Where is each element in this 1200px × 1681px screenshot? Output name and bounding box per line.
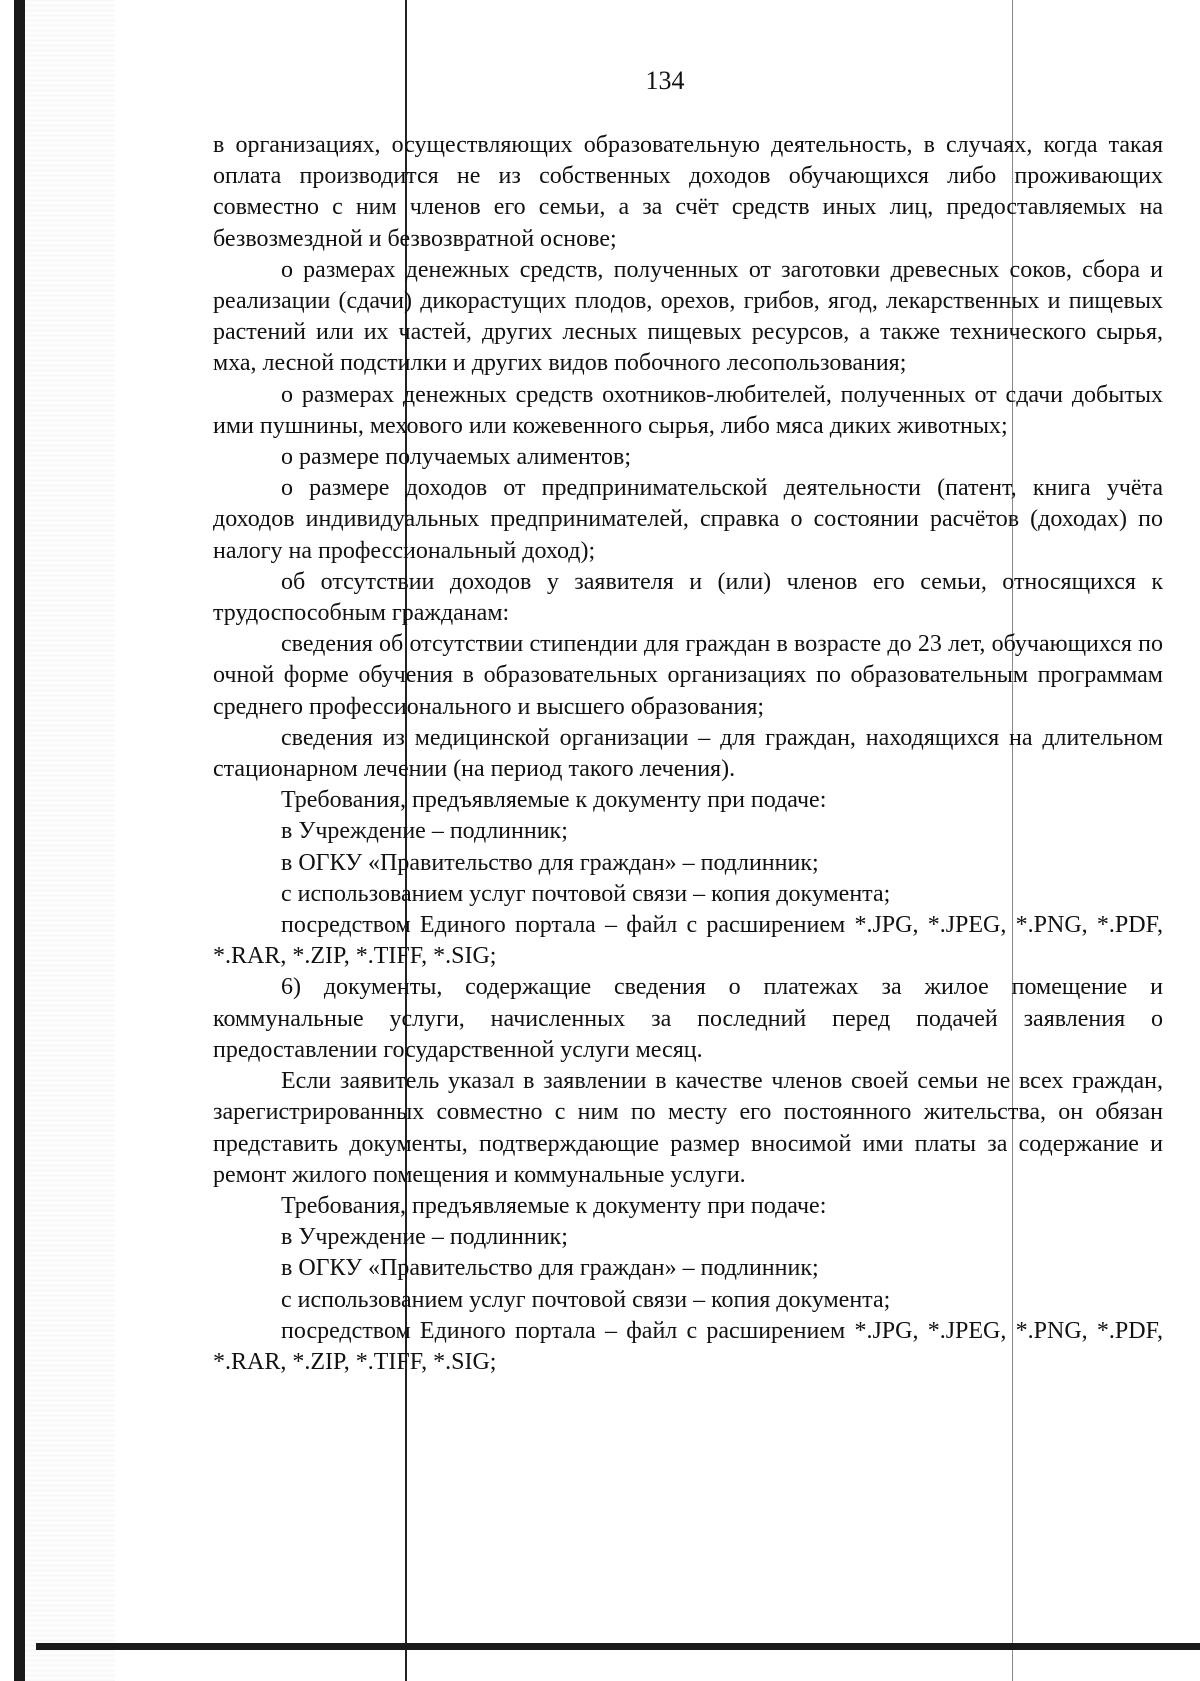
paragraph: с использованием услуг почтовой связи – копия документа; — [281, 880, 891, 907]
paragraph: в Учреждение – подлинник; — [281, 1224, 568, 1251]
document-body — [213, 130, 1163, 1378]
paragraph: 6) документы, содержащие сведения о платежах за жилое помещение и коммунальные услуги, начисленных за последний перед подачей заявления о предоставлении государственной услуги месяц. — [213, 974, 1163, 1063]
paragraph: об отсутствии доходов у заявителя и (или) членов его семьи, относящихся к трудоспособным гражданам: — [213, 568, 1163, 627]
paragraph: в организациях, осуществляющих образовательную деятельность, в случаях, когда такая оплата производится не из собственных доходов обучающихся либо проживающих совместно с ним членов его семьи, а за счёт средств иных лиц, предоставляемых на безвозмездной и безвозвратной основе; — [213, 132, 1163, 252]
paragraph: в ОГКУ «Правительство для граждан» – подлинник; — [281, 1255, 819, 1282]
paragraph: в Учреждение – подлинник; — [281, 818, 568, 845]
paragraph: о размерах денежных средств, полученных от заготовки древесных соков, сбора и реализации (сдачи) дикорастущих плодов, орехов, грибов, ягод, лекарственных и пищевых растений или их частей, других лесных пищевых ресурсов, а также технического сырья, мха, лесной подстилки и других видов побочного лесопользования; — [213, 256, 1163, 377]
scan-noise-left — [25, 0, 115, 1681]
paragraph: в ОГКУ «Правительство для граждан» – подлинник; — [281, 849, 819, 876]
paragraph: Требования, предъявляемые к документу при подаче: — [281, 787, 827, 814]
paragraph: Если заявитель указал в заявлении в качестве членов своей семьи не всех граждан, зарегистрированных совместно с ним по месту его постоянного жительства, он обязан представить документы, подтверждающие размер вносимой ими платы за содержание и ремонт жилого помещения и коммунальные услуги. — [213, 1068, 1163, 1188]
paragraph: посредством Единого портала – файл с расширением *.JPG, *.JPEG, *.PNG, *.PDF, *.RAR, *.ZIP, *.TIFF, *.SIG; — [213, 1317, 1163, 1375]
paragraph: с использованием услуг почтовой связи – копия документа; — [281, 1286, 891, 1313]
scan-border-left — [14, 0, 25, 1681]
paragraph: Требования, предъявляемые к документу при подаче: — [281, 1192, 827, 1219]
paragraph: сведения из медицинской организации – для граждан, находящихся на длительном стационарном лечении (на период такого лечения). — [213, 724, 1163, 783]
paragraph: сведения об отсутствии стипендии для граждан в возрасте до 23 лет, обучающихся по очной форме обучения в образовательных организациях по образовательным программам среднего профессионального и высшего образования; — [213, 631, 1163, 720]
scan-border-bottom — [36, 1643, 1200, 1650]
paragraph: о размере доходов от предпринимательской деятельности (патент, книга учёта доходов индивидуальных предпринимателей, справка о состоянии расчётов (доходах) по налогу на профессиональный доход); — [213, 475, 1163, 564]
paragraph: посредством Единого портала – файл с расширением *.JPG, *.JPEG, *.PNG, *.PDF, *.RAR, *.ZIP, *.TIFF, *.SIG; — [213, 912, 1163, 970]
page-number: 134 — [645, 66, 685, 95]
paragraph: о размере получаемых алиментов; — [281, 444, 632, 471]
paragraph: о размерах денежных средств охотников-любителей, полученных от сдачи добытых ими пушнины, мехового или кожевенного сырья, либо мяса диких животных; — [213, 381, 1163, 439]
